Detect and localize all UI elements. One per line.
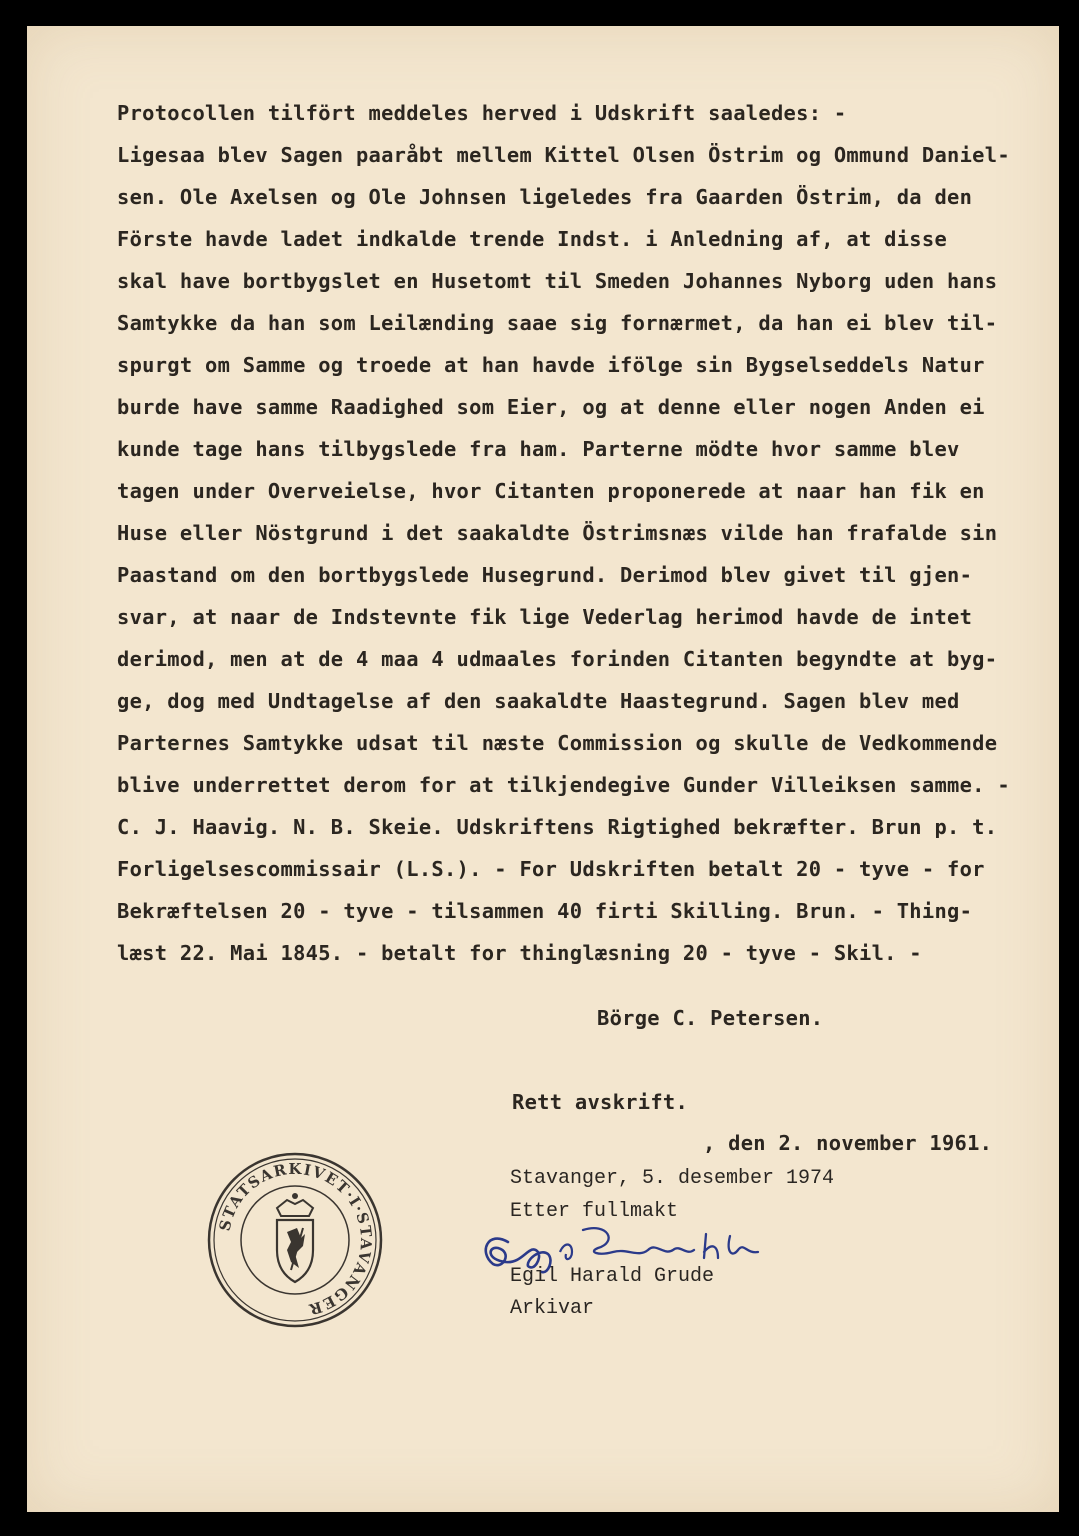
body-line: Samtykke da han som Leilænding saae sig fornærmet, da han ei blev til- <box>117 311 998 335</box>
body-line: spurgt om Samme og troede at han havde ifölge sin Bygselseddels Natur <box>117 353 985 377</box>
norway-coat-of-arms-icon <box>277 1193 313 1282</box>
body-line: sen. Ole Axelsen og Ole Johnsen ligeledes fra Gaarden Östrim, da den <box>117 185 973 209</box>
body-line: Ligesaa blev Sagen paaråbt mellem Kittel Olsen Östrim og Ommund Daniel- <box>117 143 1010 167</box>
authority-line: Etter fullmakt <box>510 1200 679 1223</box>
body-line: Forligelsescommissair (L.S.). - For Udskriften betalt 20 - tyve - for <box>117 857 985 881</box>
signed-by: Börge C. Petersen. <box>597 1006 824 1030</box>
body-line: C. J. Haavig. N. B. Skeie. Udskriftens Rigtighed bekræfter. Brun p. t. <box>117 815 998 839</box>
body-line: Bekræftelsen 20 - tyve - tilsammen 40 firti Skilling. Brun. - Thing- <box>117 899 973 923</box>
certification-note: Rett avskrift. <box>512 1090 689 1114</box>
body-line: Huse eller Nöstgrund i det saakaldte Östrimsnæs vilde han frafalde sin <box>117 521 998 545</box>
body-line: Parternes Samtykke udsat til næste Commission og skulle de Vedkommende <box>117 731 998 755</box>
document-body <box>117 92 1010 974</box>
body-line: kunde tage hans tilbygslede fra ham. Parterne mödte hvor samme blev <box>117 437 960 461</box>
archivist-title: Arkivar <box>510 1297 595 1320</box>
place-date: Stavanger, 5. desember 1974 <box>510 1167 835 1190</box>
body-line: tagen under Overveielse, hvor Citanten proponerede at naar han fik en <box>117 479 985 503</box>
body-line: svar, at naar de Indstevnte fik lige Vederlag herimod havde de intet <box>117 605 973 629</box>
archivist-name: Egil Harald Grude <box>510 1265 715 1288</box>
body-line: ge, dog med Undtagelse af den saakaldte Haastegrund. Sagen blev med <box>117 689 960 713</box>
body-line: derimod, men at de 4 maa 4 udmaales forinden Citanten begyndte at byg- <box>117 647 998 671</box>
archive-seal-stamp <box>205 1150 385 1330</box>
body-line: læst 22. Mai 1845. - betalt for thinglæsning 20 - tyve - Skil. - <box>117 941 922 965</box>
body-line: burde have samme Raadighed som Eier, og at denne eller nogen Anden ei <box>117 395 985 419</box>
seal-text: STATSARKIVET·I·STAVANGER <box>215 1159 376 1319</box>
body-line: Protocollen tilfört meddeles herved i Udskrift saaledes: - <box>117 101 847 125</box>
body-line: Förste havde ladet indkalde trende Indst. i Anledning af, at disse <box>117 227 948 251</box>
body-line: skal have bortbygslet en Husetomt til Smeden Johannes Nyborg uden hans <box>117 269 998 293</box>
certification-date: , den 2. november 1961. <box>703 1131 993 1155</box>
body-line: Paastand om den bortbygslede Husegrund. Derimod blev givet til gjen- <box>117 563 973 587</box>
handwritten-signature <box>468 1212 778 1292</box>
body-line: blive underrettet derom for at tilkjendegive Gunder Villeiksen samme. - <box>117 773 1010 797</box>
